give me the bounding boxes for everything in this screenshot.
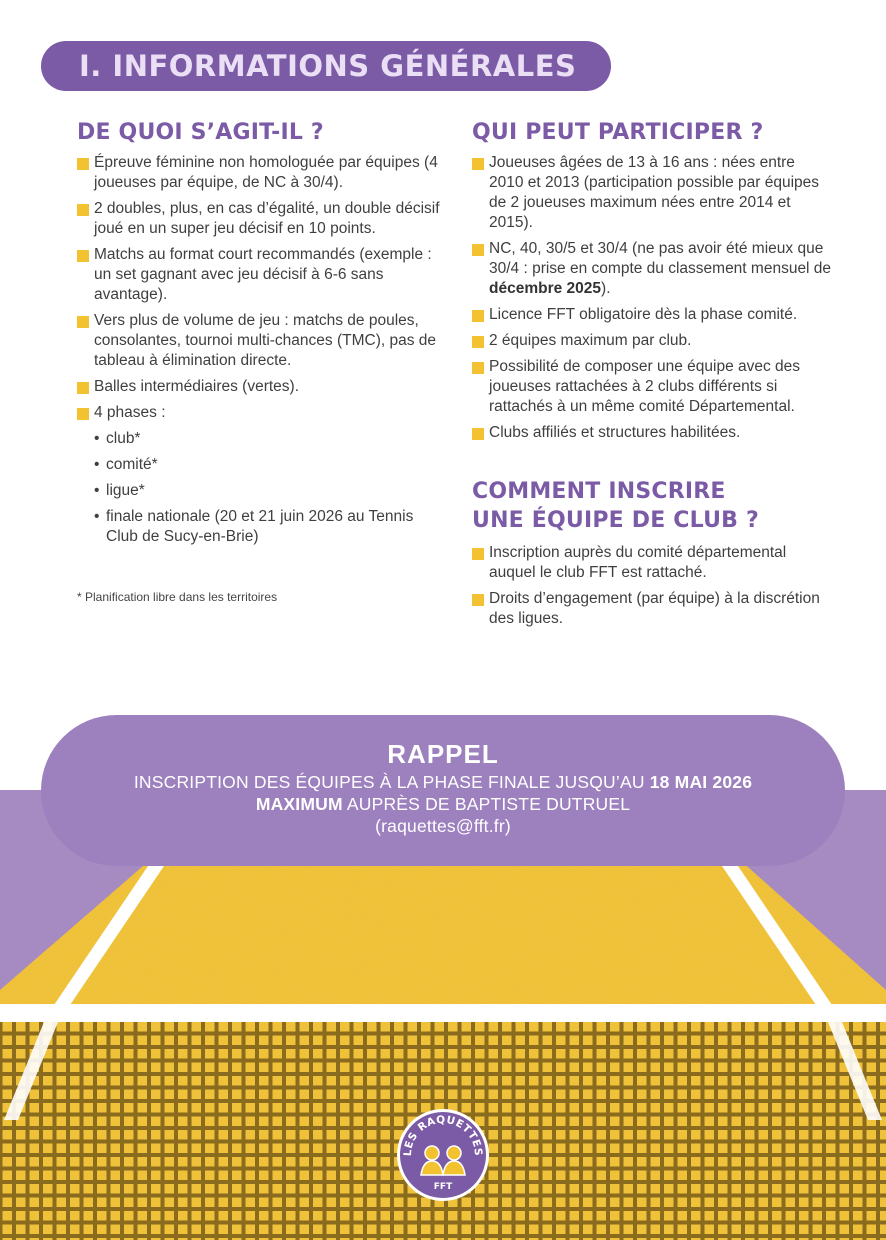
- yellow-square-bullet-icon: [77, 408, 89, 420]
- yellow-square-bullet-icon: [77, 250, 89, 262]
- phase-item: • finale nationale (20 et 21 juin 2026 au Tennis Club de Sucy-en-Brie): [94, 507, 447, 547]
- logo-bottom-text: FFT: [433, 1182, 453, 1192]
- phase-item: • comité*: [94, 455, 447, 475]
- yellow-square-bullet-icon: [77, 204, 89, 216]
- list-item: Joueuses âgées de 13 à 16 ans : nées entre 2010 et 2013 (participation possible par équipes de 2 joueuses maximum nées entre 2014 et 2015).: [472, 153, 832, 233]
- yellow-square-bullet-icon: [77, 158, 89, 170]
- footnote: * Planification libre dans les territoires: [77, 590, 278, 604]
- phase-item: • club*: [94, 429, 447, 449]
- section-title: I. INFORMATIONS GÉNÉRALES: [41, 41, 611, 91]
- right-column: [472, 118, 832, 635]
- list-item: Matchs au format court recommandés (exemple : un set gagnant avec jeu décisif à 6-6 sans avantage).: [77, 245, 447, 305]
- heading-who-can-participate: QUI PEUT PARTICIPER ?: [472, 120, 764, 145]
- what-list: [77, 153, 447, 547]
- yellow-square-bullet-icon: [472, 158, 484, 170]
- yellow-square-bullet-icon: [77, 382, 89, 394]
- list-item: Droits d’engagement (par équipe) à la discrétion des ligues.: [472, 589, 832, 629]
- phases-list: [94, 429, 447, 547]
- net-top-band: [0, 1004, 886, 1022]
- reminder-email: (raquettes@fft.fr): [375, 816, 511, 836]
- list-item: Possibilité de composer une équipe avec des joueuses rattachées à 2 clubs différents si rattachés à un même comité Départemental.: [472, 357, 832, 417]
- list-item: 4 phases : • club* • comité* • ligue* • finale nationale (20 et 21 juin 2026 au Tennis Club de Sucy-en-Brie): [77, 403, 447, 547]
- yellow-square-bullet-icon: [472, 336, 484, 348]
- yellow-square-bullet-icon: [472, 548, 484, 560]
- yellow-square-bullet-icon: [472, 594, 484, 606]
- reminder-banner: [41, 715, 845, 866]
- yellow-square-bullet-icon: [472, 310, 484, 322]
- phase-item: • ligue*: [94, 481, 447, 501]
- reminder-title: RAPPEL: [387, 739, 499, 769]
- list-item: Épreuve féminine non homologuée par équipes (4 joueuses par équipe, de NC à 30/4).: [77, 153, 447, 193]
- yellow-square-bullet-icon: [472, 244, 484, 256]
- logo-top-text: LES RAQUETTES: [401, 1113, 485, 1157]
- reminder-line-1: INSCRIPTION DES ÉQUIPES À LA PHASE FINALE JUSQU’AU 18 MAI 2026: [133, 772, 753, 792]
- who-list: [472, 153, 832, 443]
- list-item: 2 équipes maximum par club.: [472, 331, 832, 351]
- les-raquettes-fft-logo: [395, 1107, 491, 1203]
- yellow-square-bullet-icon: [472, 428, 484, 440]
- list-item: 2 doubles, plus, en cas d’égalité, un double décisif joué en un super jeu décisif en 10 points.: [77, 199, 447, 239]
- left-column: [77, 118, 447, 553]
- yellow-square-bullet-icon: [77, 316, 89, 328]
- heading-how-to-register: COMMENT INSCRIRE UNE ÉQUIPE DE CLUB ?: [472, 479, 759, 533]
- list-item: Clubs affiliés et structures habilitées.: [472, 423, 832, 443]
- reminder-line-2: MAXIMUM AUPRÈS DE BAPTISTE DUTRUEL: [255, 794, 631, 814]
- list-item: NC, 40, 30/5 et 30/4 (ne pas avoir été mieux que 30/4 : prise en compte du classement mensuel de décembre 2025).: [472, 239, 832, 299]
- register-list: [472, 543, 832, 629]
- list-item: Licence FFT obligatoire dès la phase comité.: [472, 305, 832, 325]
- list-item: Vers plus de volume de jeu : matchs de poules, consolantes, tournoi multi-chances (TMC), pas de tableau à élimination directe.: [77, 311, 447, 371]
- yellow-square-bullet-icon: [472, 362, 484, 374]
- list-item: Balles intermédiaires (vertes).: [77, 377, 447, 397]
- heading-what-is-it: DE QUOI S’AGIT-IL ?: [77, 120, 324, 145]
- list-item: Inscription auprès du comité départemental auquel le club FFT est rattaché.: [472, 543, 832, 583]
